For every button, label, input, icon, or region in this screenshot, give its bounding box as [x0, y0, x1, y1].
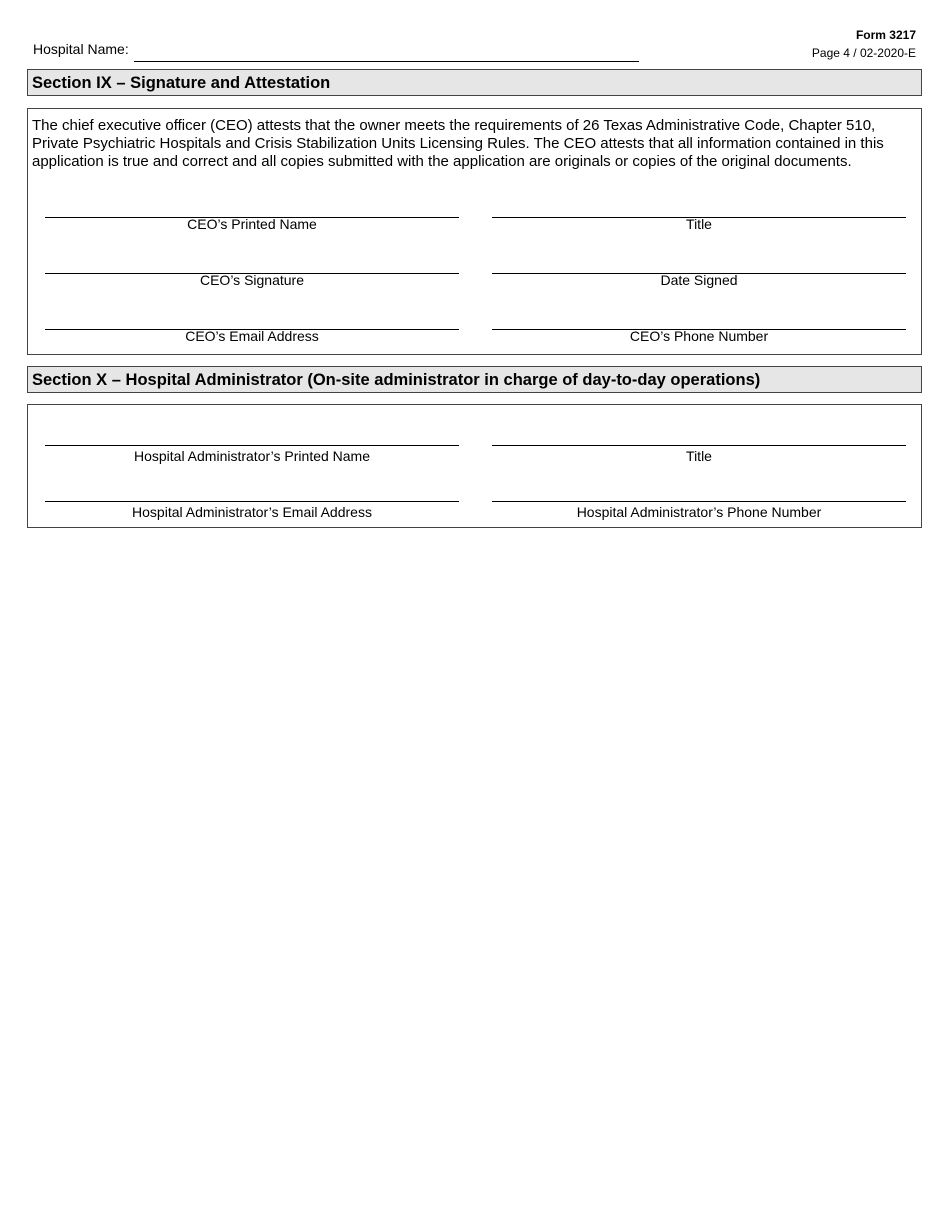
section-10-box	[27, 404, 922, 528]
ceo-title-label: Title	[686, 216, 712, 232]
admin-email-field[interactable]	[45, 501, 459, 502]
admin-title-field[interactable]	[492, 445, 906, 446]
ceo-signature-label: CEO’s Signature	[199, 272, 304, 288]
attestation-text: The chief executive officer (CEO) attests that the owner meets the requirements of 26 Texas Administrative Code, Chapter 510, Private Psychiatric Hospitals and Crisis Stabilization Units Licensing Rules. The CEO attests that all information contained in this application is true and correct and all copies submitted with the application are originals or copies of the original documents.	[32, 117, 884, 170]
hospital-name-label: Hospital Name:	[33, 41, 129, 57]
section-10-header: Section X – Hospital Administrator (On-site administrator in charge of day-to-day operations)	[27, 366, 922, 393]
ceo-phone-label: CEO’s Phone Number	[629, 328, 769, 344]
admin-phone-label: Hospital Administrator’s Phone Number	[576, 504, 822, 520]
hospital-name-field[interactable]	[134, 61, 639, 62]
ceo-email-label: CEO’s Email Address	[185, 328, 319, 344]
ceo-printed-name-label: CEO’s Printed Name	[187, 216, 317, 232]
admin-phone-field[interactable]	[492, 501, 906, 502]
section-9-box	[27, 108, 922, 355]
admin-printed-name-label: Hospital Administrator’s Printed Name	[133, 448, 371, 464]
admin-email-label: Hospital Administrator’s Email Address	[132, 504, 372, 520]
date-signed-label: Date Signed	[660, 272, 738, 288]
admin-title-label: Title	[686, 448, 712, 464]
form-number: Form 3217	[855, 28, 916, 42]
section-9-header: Section IX – Signature and Attestation	[27, 69, 922, 96]
admin-printed-name-field[interactable]	[45, 445, 459, 446]
page-info: Page 4 / 02-2020-E	[811, 46, 916, 60]
